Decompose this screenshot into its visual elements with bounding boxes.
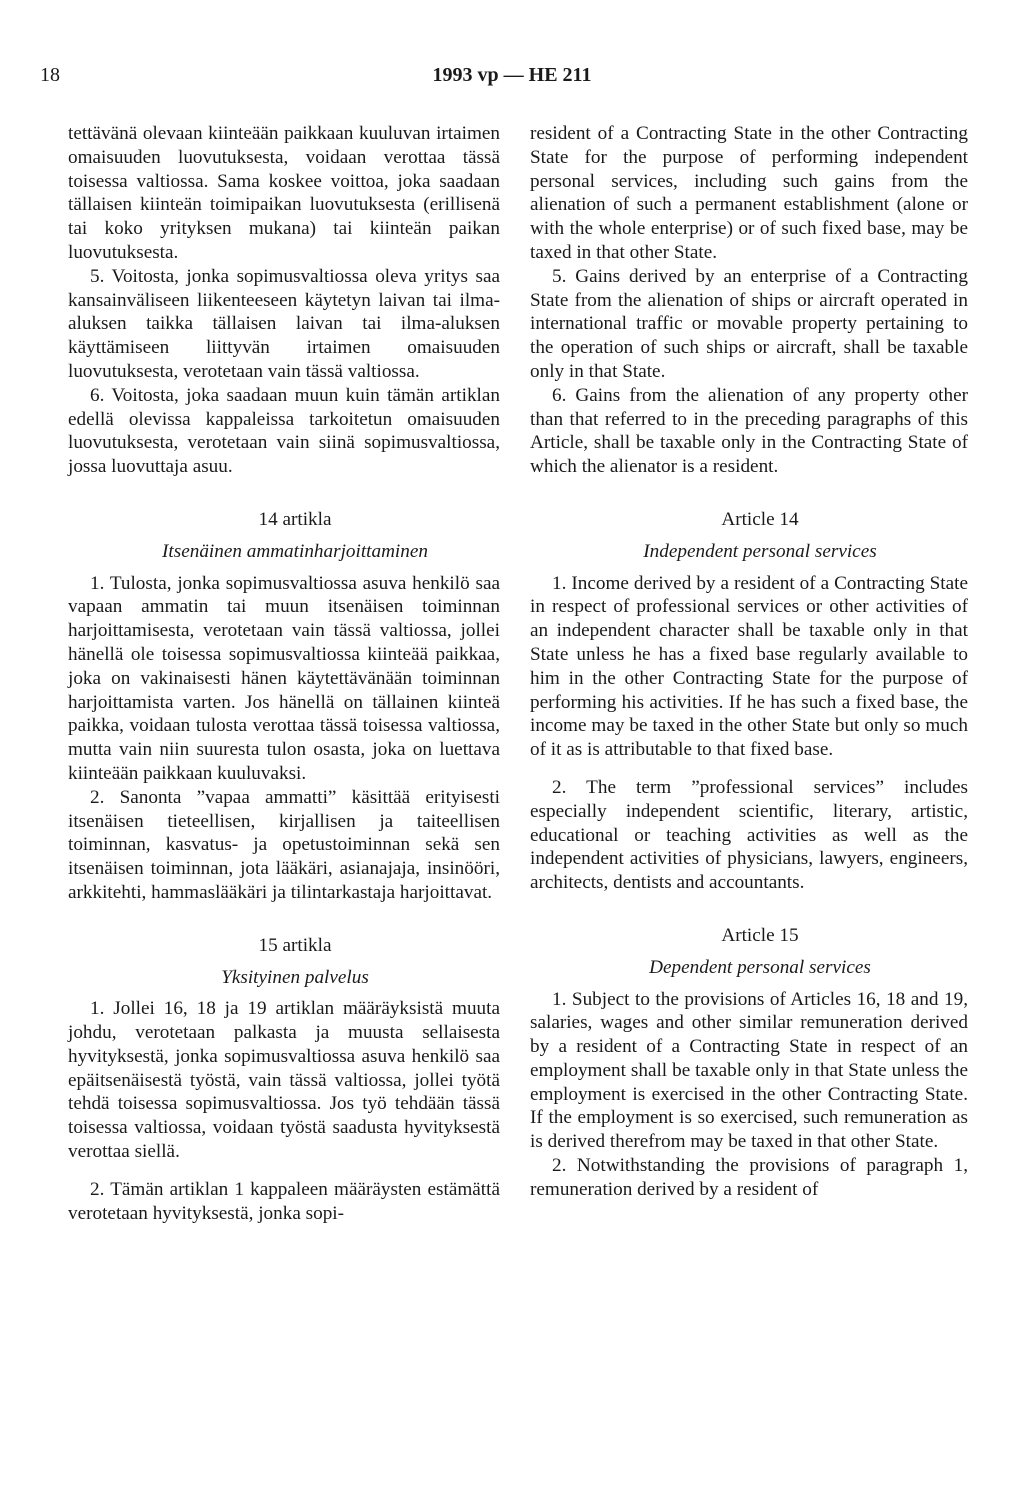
finnish-article-15-number: 15 artikla <box>258 934 332 956</box>
finnish-column <box>68 122 500 1225</box>
finnish-article-14-paragraph-1: 1. Tulosta, jonka sopimusvaltiossa asuva henkilö saa vapaan ammatin tai muun itsenäisen toiminnan harjoittamisesta, verotetaan vain tässä valtiossa, jollei hänellä ole toisessa sopimusvaltiossa kiinteää paikkaa, joka on vakinaisesti hänen käytettävänään toiminnan harjoittamista varten. Jos hänellä on tällainen kiinteä paikka, voidaan tulosta verottaa tässä toisessa valtiossa, mutta vain niin suuresta tulon osasta, joka on luettava kiinteään paikkaan kuuluvaksi. <box>68 572 500 784</box>
finnish-intro-paragraph: tettävänä olevaan kiinteään paikkaan kuuluvan irtaimen omaisuuden luovutuksesta, voidaan verottaa tässä toisessa valtiossa. Sama koskee voittoa, joka saadaan tällaisen kiinteän toimipaikan luovutuksesta (erillisenä tai koko yrityksen mukana) tai kiinteän paikan luovutuksesta. <box>68 123 500 263</box>
english-paragraph-5: 5. Gains derived by an enterprise of a Contracting State from the alienation of ships or aircraft operated in international traffic or movable property pertaining to the operation of such ships or aircraft, shall be taxable only in that State. <box>530 265 968 382</box>
english-article-15-paragraph-2: 2. Notwithstanding the provisions of paragraph 1, remuneration derived by a resident of <box>530 1155 968 1200</box>
english-column <box>530 122 968 1202</box>
english-article-14-title: Independent personal services <box>643 540 877 562</box>
english-article-15-number: Article 15 <box>721 924 799 946</box>
english-article-14-number: Article 14 <box>721 508 799 530</box>
english-article-14-paragraph-1: 1. Income derived by a resident of a Contracting State in respect of professional services or other activities of an independent character shall be taxable only in that State unless he has a fixed base regularly available to him in the other Contracting State for the purpose of performing his activities. If he has such a fixed base, the income may be taxed in the other State but only so much of it as is attributable to that fixed base. <box>530 572 968 761</box>
finnish-article-15-paragraph-1: 1. Jollei 16, 18 ja 19 artiklan määräyksistä muuta johdu, verotetaan palkasta ja muusta sellaisesta hyvityksestä, jonka sopimusvaltiossa asuva henkilö saa epäitsenäisestä työstä, vain tässä valtiossa, jollei työtä tehdä toisessa sopimusvaltiossa. Jos työ tehdään tässä toisessa valtiossa, voidaan työstä saadusta hyvityksestä verottaa siellä. <box>68 998 500 1163</box>
english-intro-paragraph: resident of a Contracting State in the other Contracting State for the purpose of performing independent personal services, including such gains from the alienation of such a permanent establishment (alone or with the whole enterprise) or of such fixed base, may be taxed in that other State. <box>530 123 968 263</box>
finnish-article-14-title: Itsenäinen ammatinharjoittaminen <box>162 540 428 562</box>
finnish-article-14-number: 14 artikla <box>258 508 332 530</box>
english-article-15-title: Dependent personal services <box>649 956 871 978</box>
page-header-title: 1993 vp — HE 211 <box>432 64 592 86</box>
finnish-article-15-title: Yksityinen palvelus <box>221 966 369 988</box>
page-number: 18 <box>40 64 60 86</box>
finnish-paragraph-5: 5. Voitosta, jonka sopimusvaltiossa oleva yritys saa kansainväliseen liikenteeseen käytetyn laivan tai ilma-aluksen taikka tällaisen laivan tai ilma-aluksen käyttämiseen liittyvän irtaimen omaisuuden luovutuksesta, verotetaan vain tässä valtiossa. <box>68 265 500 382</box>
finnish-paragraph-6: 6. Voitosta, joka saadaan muun kuin tämän artiklan edellä olevissa kappaleissa tarkoitetun omaisuuden luovutuksesta, verotetaan vain siinä sopimusvaltiossa, jossa luovuttaja asuu. <box>68 384 500 478</box>
english-article-14-paragraph-2: 2. The term ”professional services” includes especially independent scientific, literary, artistic, educational or teaching activities as well as the independent activities of physicians, lawyers, engineers, architects, dentists and accountants. <box>530 776 968 894</box>
finnish-article-15-paragraph-2: 2. Tämän artiklan 1 kappaleen määräysten estämättä verotetaan hyvityksestä, jonka sopi- <box>68 1178 500 1224</box>
finnish-article-14-paragraph-2: 2. Sanonta ”vapaa ammatti” käsittää erityisesti itsenäisen tieteellisen, kirjallisen ja taiteellisen toiminnan, kasvatus- ja opetustoiminnan sekä sen itsenäisen toiminnan, jota lääkäri, asianajaja, insinööri, arkkitehti, hammaslääkäri ja tilintarkastaja harjoittavat. <box>68 786 500 903</box>
english-article-15-paragraph-1: 1. Subject to the provisions of Articles 16, 18 and 19, salaries, wages and other similar remuneration derived by a resident of a Contracting State in respect of an employment shall be taxable only in that State unless the employment is exercised in the other Contracting State. If the employment is so exercised, such remuneration as is derived therefrom may be taxed in that other State. <box>530 988 968 1153</box>
english-paragraph-6: 6. Gains from the alienation of any property other than that referred to in the preceding paragraphs of this Article, shall be taxable only in the Contracting State of which the alienator is a resident. <box>530 384 968 478</box>
